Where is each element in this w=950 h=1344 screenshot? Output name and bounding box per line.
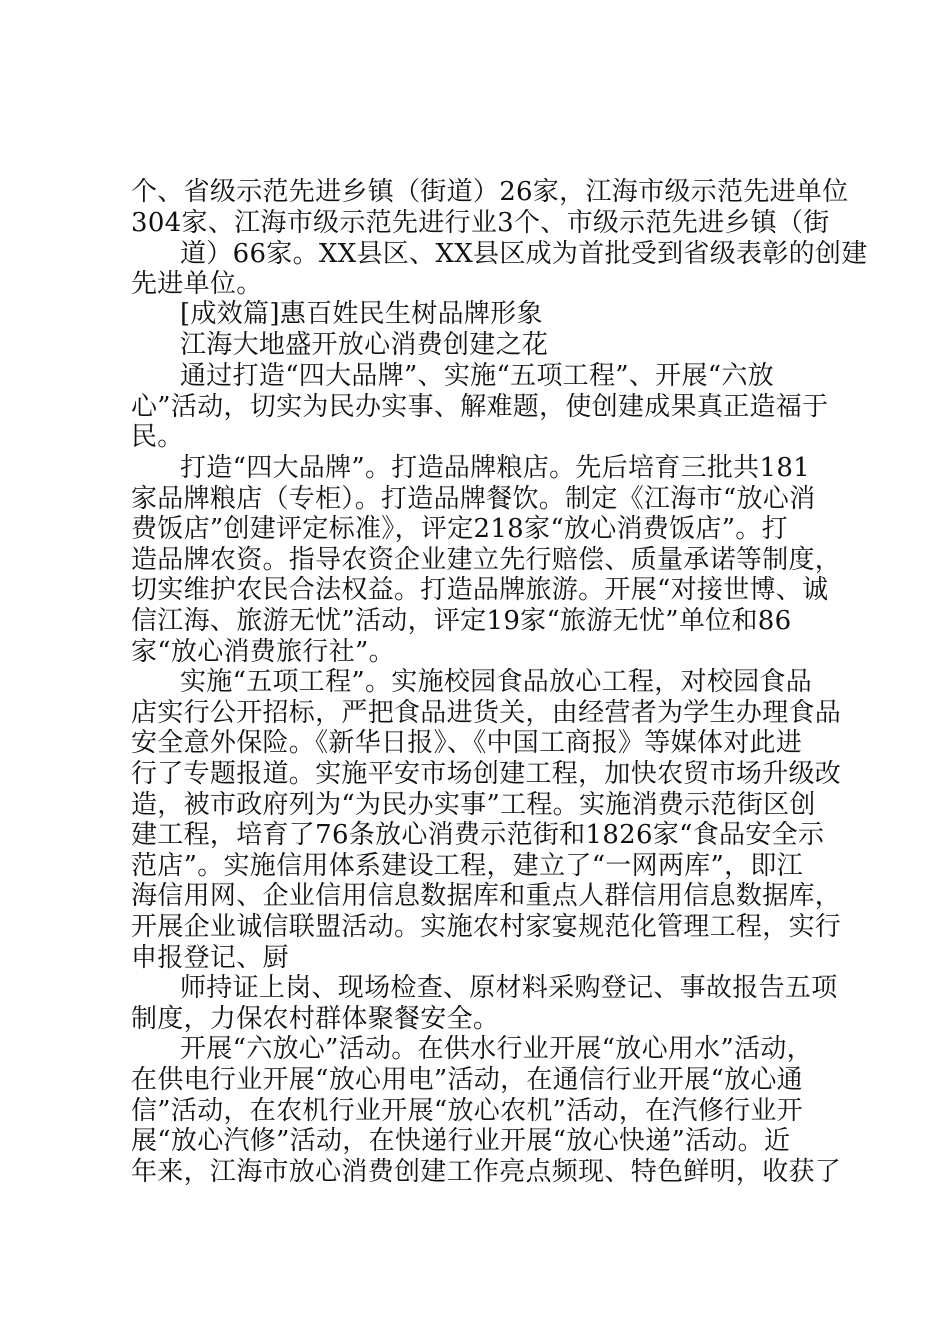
body-text-line: 师持证上岗、现场检查、原材料采购登记、事故报告五项 xyxy=(180,973,838,1003)
body-text-line: 海信用网、企业信用信息数据库和重点人群信用信息数据库， xyxy=(131,881,842,911)
body-text-line: 店实行公开招标，严把食品进货关，由经营者为学生办理食品 xyxy=(131,698,842,728)
body-text-line: 费饭店”创建评定标准》，评定218家“放心消费饭店”。打 xyxy=(131,514,788,544)
body-text-line: 制度，力保农村群体聚餐安全。 xyxy=(131,1004,500,1034)
body-text-line: 信”活动，在农机行业开展“放心农机”活动，在汽修行业开 xyxy=(131,1096,803,1126)
body-text-line: 安全意外保险。《新华日报》、《中国工商报》等媒体对此进 xyxy=(131,728,803,758)
body-text-line: 年来，江海市放心消费创建工作亮点频现、特色鲜明，收获了 xyxy=(131,1157,842,1187)
body-text-line: 展“放心汽修”活动，在快递行业开展“放心快递”活动。近 xyxy=(131,1126,791,1156)
body-text-line: 造品牌农资。指导农资企业建立先行赔偿、质量承诺等制度， xyxy=(131,545,842,575)
body-text-line: 道）66家。XX县区、XX县区成为首批受到省级表彰的创建 xyxy=(180,239,868,269)
body-text-line: 个、省级示范先进乡镇（街道）26家，江海市级示范先进单位 xyxy=(131,177,849,207)
body-text-line: 打造“四大品牌”。打造品牌粮店。先后培育三批共181 xyxy=(180,453,811,483)
body-text-line: 民。 xyxy=(131,422,184,452)
body-text-line: 切实维护农民合法权益。打造品牌旅游。开展“对接世博、诚 xyxy=(131,575,829,605)
body-text-line: 在供电行业开展“放心用电”活动，在通信行业开展“放心通 xyxy=(131,1065,803,1095)
body-text-line: 申报登记、厨 xyxy=(131,943,289,973)
body-text-line: 范店”。实施信用体系建设工程，建立了“一网两库”，即江 xyxy=(131,851,803,881)
body-text-line: 开展企业诚信联盟活动。实施农村家宴规范化管理工程，实行 xyxy=(131,912,842,942)
body-text-line: 造，被市政府列为“为民办实事”工程。实施消费示范街区创 xyxy=(131,790,816,820)
body-text-line: 先进单位。 xyxy=(131,269,263,299)
body-text-line: 通过打造“四大品牌”、实施“五项工程”、开展“六放 xyxy=(180,361,774,391)
body-text-line: 开展“六放心”活动。在供水行业开展“放心用水”活动， xyxy=(180,1034,813,1064)
section-subheading: 江海大地盛开放心消费创建之花 xyxy=(180,330,549,360)
body-text-line: 实施“五项工程”。实施校园食品放心工程，对校园食品 xyxy=(180,667,813,697)
body-text-line: 304家、江海市级示范先进行业3个、市级示范先进乡镇（街 xyxy=(131,208,830,238)
body-text-line: 信江海、旅游无忧”活动，评定19家“旅游无忧”单位和86 xyxy=(131,606,792,636)
section-heading: [成效篇]惠百姓民生树品牌形象 xyxy=(180,299,543,329)
body-text-line: 建工程，培育了76条放心消费示范街和1826家“食品安全示 xyxy=(131,820,825,850)
body-text-line: 心”活动，切实为民办实事、解难题，使创建成果真正造福于 xyxy=(131,392,829,422)
body-text-line: 家品牌粮店（专柜）。打造品牌餐饮。制定《江海市“放心消 xyxy=(131,484,816,514)
body-text-line: 家“放心消费旅行社”。 xyxy=(131,637,395,667)
body-text-line: 行了专题报道。实施平安市场创建工程，加快农贸市场升级改 xyxy=(131,759,842,789)
